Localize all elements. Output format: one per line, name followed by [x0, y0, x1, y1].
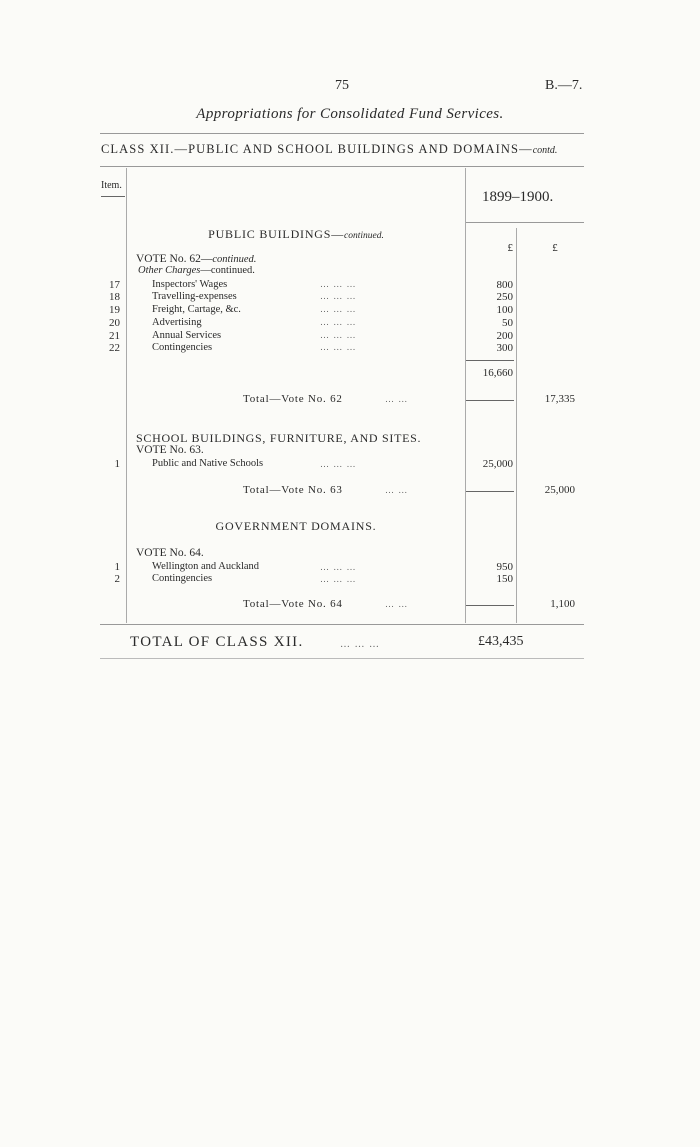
item-amount: 200 — [496, 330, 513, 342]
item-amount: 25,000 — [482, 458, 513, 470]
leader-dots: … … … — [320, 342, 357, 352]
leader-dots: … … — [385, 599, 409, 609]
item-name: Public and Native Schools — [152, 458, 264, 469]
page-number: 75 — [335, 78, 349, 93]
item-amount: 150 — [496, 573, 513, 585]
vote-64-total-value: 1,100 — [550, 598, 575, 610]
item-column-header: Item. — [101, 180, 122, 191]
class-heading-main: CLASS XII.—PUBLIC AND SCHOOL BUILDINGS AND DOMAINS— — [101, 142, 533, 156]
other-charges-italic: Other Charges — [138, 265, 201, 276]
year-column-header: 1899–1900. — [482, 189, 554, 205]
vote-62-label — [136, 253, 256, 265]
item-amount: 950 — [496, 561, 513, 573]
total-rule-63 — [466, 491, 514, 492]
vote-63-label: VOTE No. 63. — [136, 444, 204, 456]
public-buildings-heading — [126, 227, 466, 242]
vote-62-total-label: Total—Vote No. 62 — [243, 393, 343, 405]
item-amount: 100 — [496, 304, 513, 316]
table-bottom-rule — [100, 624, 584, 625]
item-name: Advertising — [152, 317, 202, 328]
item-number: 1 — [114, 561, 120, 573]
header-rule — [100, 133, 584, 134]
other-charges-rest: —continued. — [200, 265, 255, 276]
leader-dots: … … … — [320, 304, 357, 314]
vote-62-label-contd: continued. — [212, 254, 257, 265]
subtotal-rule — [466, 360, 514, 361]
item-amount: 300 — [496, 342, 513, 354]
item-number: 20 — [109, 317, 120, 329]
item-number: 19 — [109, 304, 120, 316]
vote-63-total-value: 25,000 — [544, 484, 575, 496]
school-buildings-heading: SCHOOL BUILDINGS, FURNITURE, AND SITES. — [136, 431, 422, 445]
item-header-underline — [101, 196, 125, 197]
item-amount: 250 — [496, 291, 513, 303]
public-buildings-heading-text: PUBLIC BUILDINGS— — [208, 227, 345, 241]
total-rule-62 — [466, 400, 514, 401]
item-name: Travelling-expenses — [152, 291, 237, 302]
leader-dots: … … … — [320, 330, 357, 340]
vote-62-subtotal: 16,660 — [482, 367, 513, 379]
leader-dots: … … … — [320, 459, 357, 469]
leader-dots: … … … — [320, 562, 357, 572]
leader-dots: … … — [385, 485, 409, 495]
item-name: Annual Services — [152, 330, 222, 341]
vote-64-total-label: Total—Vote No. 64 — [243, 598, 343, 610]
item-name: Wellington and Auckland — [152, 561, 260, 572]
leader-dots: … … … — [320, 291, 357, 301]
class-heading-rule — [100, 166, 584, 167]
item-number: 2 — [114, 573, 120, 585]
year-header-rule — [466, 222, 584, 223]
grand-total-value: £43,435 — [478, 634, 524, 649]
vote-62-label-text: VOTE No. 62— — [136, 253, 213, 265]
grand-total-rule — [100, 658, 584, 659]
leader-dots: … … … — [320, 279, 357, 289]
item-name: Freight, Cartage, &c. — [152, 304, 241, 315]
item-amount: 50 — [502, 317, 513, 329]
item-name: Contingencies — [152, 573, 213, 584]
other-charges-subheading — [138, 265, 255, 276]
leader-dots: … … — [385, 394, 409, 404]
class-heading-contd: contd. — [532, 145, 558, 156]
leader-dots: … … … — [320, 317, 357, 327]
item-amount: 800 — [496, 279, 513, 291]
currency-symbol-total: £ — [552, 242, 558, 254]
item-number: 17 — [109, 279, 120, 291]
leader-dots: … … … — [320, 574, 357, 584]
vote-62-total-value: 17,335 — [544, 393, 575, 405]
currency-symbol-amount: £ — [507, 242, 513, 254]
grand-total-label: TOTAL OF CLASS XII. — [130, 634, 304, 650]
government-domains-heading: GOVERNMENT DOMAINS. — [215, 519, 377, 533]
total-rule-64 — [466, 605, 514, 606]
item-name: Inspectors' Wages — [152, 279, 228, 290]
total-column-divider — [516, 228, 517, 623]
running-head: Appropriations for Consolidated Fund Services. — [196, 106, 504, 122]
item-name: Contingencies — [152, 342, 213, 353]
item-number: 1 — [114, 458, 120, 470]
item-number: 18 — [109, 291, 120, 303]
class-heading — [101, 142, 557, 157]
vote-64-label: VOTE No. 64. — [136, 547, 204, 559]
item-number: 22 — [109, 342, 120, 354]
item-number: 21 — [109, 330, 120, 342]
document-reference: B.—7. — [545, 78, 583, 93]
public-buildings-heading-contd: continued. — [344, 231, 384, 241]
leader-dots: … … … — [340, 639, 380, 650]
vote-63-total-label: Total—Vote No. 63 — [243, 484, 343, 496]
